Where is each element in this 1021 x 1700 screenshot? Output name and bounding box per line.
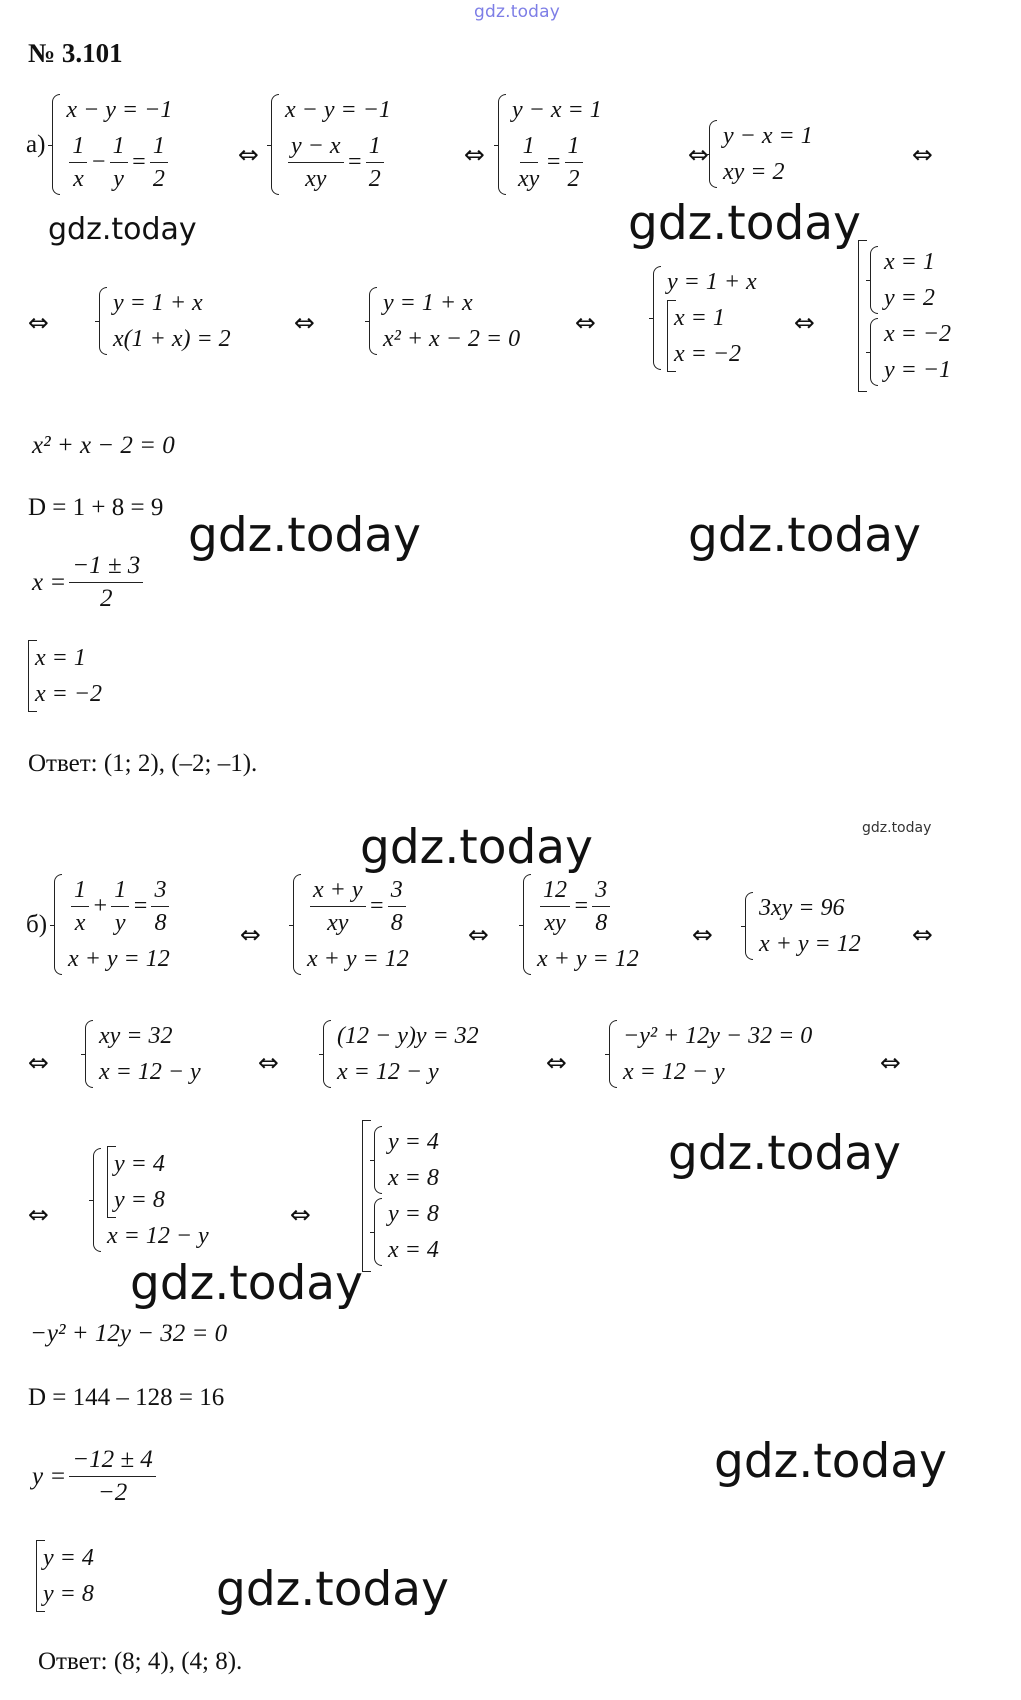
roots-set (28, 640, 102, 712)
discriminant: D = 1 + 8 = 9 (28, 494, 164, 521)
equation: y = 8 (114, 1187, 165, 1213)
equation: x = 1 (674, 305, 725, 331)
equiv-arrow: ⇔ (240, 920, 261, 949)
equiv-arrow: ⇔ (464, 140, 485, 169)
system-a6 (366, 285, 520, 357)
equation: x + y = 12 (68, 946, 170, 972)
discriminant: D = 144 – 128 = 16 (28, 1384, 225, 1411)
roots-lhs: y = (32, 1462, 67, 1490)
roots-denominator: 2 (100, 585, 113, 612)
equation: y − x = 1 (512, 97, 602, 123)
watermark: gdz.today (216, 1562, 449, 1617)
system-a7 (650, 264, 757, 372)
equiv-arrow: ⇔ (290, 1200, 311, 1229)
answer-b: Ответ: (8; 4), (4; 8). (38, 1648, 243, 1675)
equation: xy = 32 (99, 1023, 173, 1049)
equation: x = 1 (884, 249, 935, 275)
equiv-arrow: ⇔ (546, 1048, 567, 1077)
equiv-arrow: ⇔ (912, 140, 933, 169)
system-a1 (49, 92, 172, 197)
equation: x = 12 − y (337, 1059, 439, 1085)
equation: x = −2 (35, 681, 103, 707)
roots-formula (32, 1444, 159, 1509)
equiv-arrow: ⇔ (258, 1048, 279, 1077)
equation: x = 12 − y (99, 1059, 201, 1085)
equation: x² + x − 2 = 0 (383, 326, 521, 352)
equiv-arrow: ⇔ (880, 1048, 901, 1077)
watermark: gdz.today (688, 508, 921, 563)
equation: x + y = 12 (537, 946, 639, 972)
part-a-row-1 (26, 92, 172, 197)
watermark: gdz.today (48, 212, 197, 247)
system-b9 (362, 1120, 439, 1272)
equiv-arrow: ⇔ (28, 1048, 49, 1077)
equation: y = 1 + x (383, 290, 473, 316)
roots-lhs: x = (32, 568, 67, 596)
root-set (667, 300, 757, 372)
equation: x − y = −1 (285, 97, 391, 123)
system-a5 (96, 285, 231, 357)
watermark: gdz.today (628, 196, 861, 251)
roots-denominator: −2 (97, 1479, 128, 1506)
system-b6 (320, 1018, 479, 1090)
equation: $\frac{x + y}{xy}$ = $\frac{3}{8}$ (307, 874, 409, 939)
system-a8 (858, 240, 951, 392)
equation: y = 4 (114, 1151, 165, 1177)
watermark: gdz.today (130, 1256, 363, 1311)
system-b3 (520, 872, 639, 977)
equation: y − x = 1 (723, 123, 813, 149)
system-b8 (90, 1146, 209, 1254)
equation: xy = 2 (723, 159, 785, 185)
quadratic-equation: −y² + 12y − 32 = 0 (30, 1320, 228, 1347)
equation: y = 4 (43, 1545, 94, 1571)
site-header-link[interactable]: gdz.today (474, 2, 561, 22)
equiv-arrow: ⇔ (294, 308, 315, 337)
part-b-label: б) (26, 910, 48, 938)
equation: y = 1 + x (113, 290, 203, 316)
equation: x + y = 12 (307, 946, 409, 972)
equation: x(1 + x) = 2 (113, 326, 231, 352)
watermark: gdz.today (862, 820, 932, 836)
equation: x = 12 − y (107, 1223, 209, 1249)
roots-set (36, 1540, 94, 1612)
system-b7 (606, 1018, 812, 1090)
system-a4 (706, 118, 813, 190)
equiv-arrow: ⇔ (912, 920, 933, 949)
system-a3 (495, 92, 602, 197)
equation: y = 4 (388, 1129, 439, 1155)
system-b4 (742, 890, 861, 962)
equation: −y² + 12y − 32 = 0 (623, 1023, 813, 1049)
equation: x = 12 − y (623, 1059, 725, 1085)
equiv-arrow: ⇔ (688, 140, 709, 169)
watermark: gdz.today (668, 1126, 901, 1181)
part-b-row-1 (26, 872, 172, 977)
equation: y = 8 (388, 1201, 439, 1227)
equiv-arrow: ⇔ (468, 920, 489, 949)
equation: x = 8 (388, 1165, 439, 1191)
watermark: gdz.today (188, 508, 421, 563)
equation: $\frac{1}{x}$ − $\frac{1}{y}$ = $\frac{1}{2}$ (66, 130, 172, 195)
answer-a: Ответ: (1; 2), (–2; –1). (28, 750, 258, 777)
equation: x + y = 12 (759, 931, 861, 957)
equation: x = 4 (388, 1237, 439, 1263)
equation: y = 8 (43, 1581, 94, 1607)
roots-numerator: −1 ± 3 (69, 550, 143, 583)
equation: 3xy = 96 (759, 895, 845, 921)
equation: y = −1 (884, 357, 952, 383)
system-b1 (51, 872, 172, 977)
quadratic-equation: x² + x − 2 = 0 (32, 432, 175, 459)
equation: (12 − y)y = 32 (337, 1023, 479, 1049)
root-set (107, 1146, 209, 1218)
watermark: gdz.today (360, 820, 593, 875)
equiv-arrow: ⇔ (794, 308, 815, 337)
equation: y = 2 (884, 285, 935, 311)
part-a-label: а) (26, 130, 46, 158)
equation: x = 1 (35, 645, 86, 671)
equation: $\frac{y - x}{xy}$ = $\frac{1}{2}$ (285, 130, 391, 195)
equation: x = −2 (884, 321, 952, 347)
equiv-arrow: ⇔ (238, 140, 259, 169)
system-b5 (82, 1018, 201, 1090)
equiv-arrow: ⇔ (692, 920, 713, 949)
equation: x = −2 (674, 341, 742, 367)
roots-formula (32, 550, 146, 615)
equation: $\frac{1}{xy}$ = $\frac{1}{2}$ (512, 130, 602, 195)
system-a2 (268, 92, 391, 197)
roots-numerator: −12 ± 4 (69, 1444, 156, 1477)
watermark: gdz.today (714, 1434, 947, 1489)
problem-number: № 3.101 (28, 38, 123, 68)
equation: x − y = −1 (66, 97, 173, 123)
equiv-arrow: ⇔ (28, 1200, 49, 1229)
equiv-arrow: ⇔ (575, 308, 596, 337)
equation: $\frac{12}{xy}$ = $\frac{3}{8}$ (537, 874, 639, 939)
equiv-arrow: ⇔ (28, 308, 49, 337)
system-b2 (290, 872, 409, 977)
equation: $\frac{1}{x}$ + $\frac{1}{y}$ = $\frac{3}{8}$ (68, 874, 172, 939)
equation: y = 1 + x (667, 269, 757, 295)
